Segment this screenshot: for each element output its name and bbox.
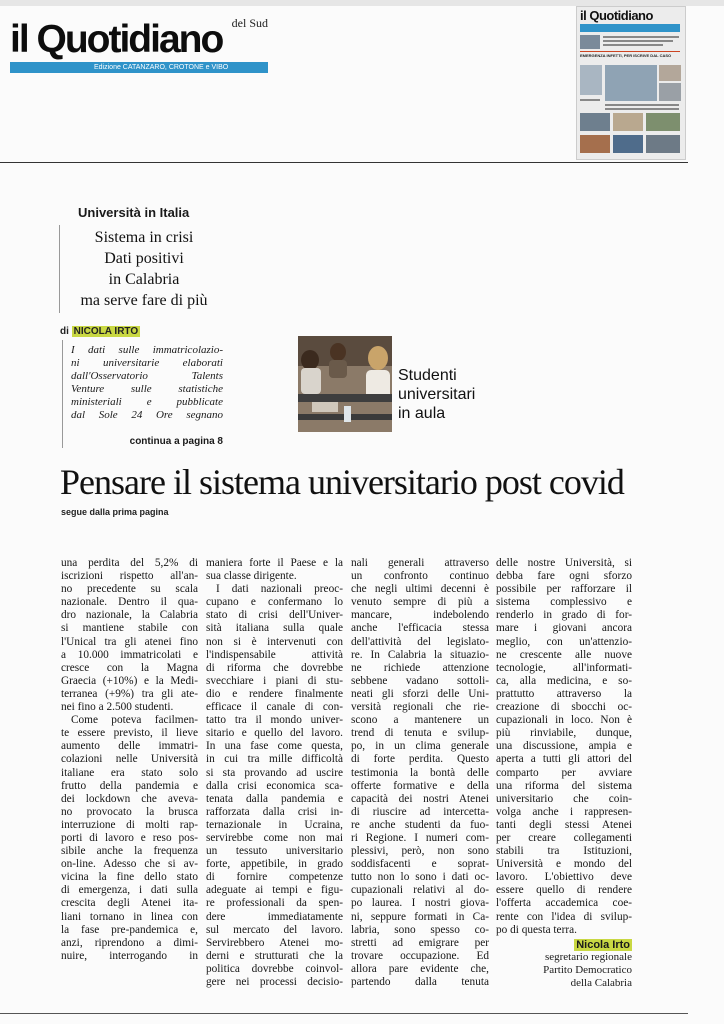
article-line: re. In Calabria la situazio- — [351, 648, 489, 661]
summary-line: ministeriali e pubblicate — [71, 396, 223, 408]
signature-role: Partito Democratico — [543, 963, 632, 976]
thumbnail-logo: il Quotidiano — [580, 8, 653, 23]
continue-link[interactable]: continua a pagina 8 — [129, 436, 223, 447]
summary-line: dall'Osservatorio Talents — [71, 370, 223, 382]
article-line: un confronto continuo — [351, 570, 489, 583]
main-title: Pensare il sistema universitario post covid — [60, 462, 624, 502]
masthead-subtitle: del Sud — [231, 16, 268, 30]
caption-line: universitari — [398, 386, 476, 403]
article-line: ni, seppure formati in Ca- — [351, 910, 489, 923]
summary-line: ni universitarie elaborati — [71, 357, 223, 369]
article-line: mancare, indebolendo — [351, 609, 489, 622]
article-line: meglio, con un'attenzio- — [496, 635, 632, 648]
article-line: possibile per rafforzare il — [496, 583, 632, 596]
article-line: neati gli sforzi delle Uni- — [351, 687, 489, 700]
article-line: maniera forte il Paese e la — [206, 557, 343, 569]
article-line: l'offerta accademica coe- — [496, 897, 632, 910]
front-page-thumbnail — [576, 6, 686, 160]
article-line: Graecia (+10%) e la Medi- — [61, 674, 198, 687]
article-line: sibile anche la frequenza — [61, 845, 198, 858]
article-line: Servirebbero Atenei mo- — [206, 936, 343, 949]
article-line: In una fase come questa, — [206, 740, 343, 753]
article-line: di fornire competenze — [206, 871, 343, 884]
kicker: Università in Italia — [78, 205, 190, 220]
article-line: stretti ad emigrare per — [351, 936, 489, 949]
article-line: iscrizioni rispetto all'an- — [61, 570, 198, 583]
caption-line: Studenti — [398, 367, 457, 384]
article-line: si sta provando ad uscire — [206, 766, 343, 779]
article-line: sul mercato del lavoro. — [206, 923, 343, 936]
article-line: liani tornano in linea con — [61, 910, 198, 923]
article-line: dro nazionale, la Calabria — [61, 609, 198, 622]
article-line: renderlo in grado di for- — [496, 609, 632, 622]
article-line: rente con l'idea di svilup- — [496, 910, 632, 923]
article-line: sistema complessivo e — [496, 596, 632, 609]
summary-line: dal Sole 24 Ore segnano — [71, 409, 223, 421]
article-line: universitario che coin- — [496, 792, 632, 805]
article-line: comparto per avviare — [496, 766, 632, 779]
article-line: scono a mantenere un — [351, 714, 489, 727]
article-line: ne crescente alle nuove — [496, 648, 632, 661]
article-line: porti di lavoro e reso pos- — [61, 831, 198, 844]
article-line: la fase pre-pandemica e, — [61, 923, 198, 936]
article-line: trovare occupazione. Ed — [351, 949, 489, 962]
article-line: aperta a tutti gli attori del — [496, 753, 632, 766]
article-line: ri Regione. I numeri com- — [351, 831, 489, 844]
article-line: delle nostre Università, si — [496, 557, 632, 569]
article-line: cresce con la Magna — [61, 661, 198, 674]
article-line: una discussione, ampia e — [496, 740, 632, 753]
article-line: cupazionali relativi al do- — [351, 884, 489, 897]
article-line: no precedente su scala — [61, 583, 198, 596]
article-line: sebbene vadano sottoli- — [351, 674, 489, 687]
article-line: di forte perdita. Questo — [351, 753, 489, 766]
article-line: po laurea. I nostri giova- — [351, 897, 489, 910]
article-line: lavoro. L'obiettivo deve — [496, 871, 632, 884]
article-line: anzi, riprendono a dimi- — [61, 936, 198, 949]
article-line: nuire, interrogando in — [61, 949, 198, 962]
photo-caption — [398, 366, 475, 423]
byline-prefix: di — [60, 326, 69, 337]
header-rule — [0, 162, 688, 163]
article-line: di emergenza, i dati sulla — [61, 884, 198, 897]
article-line: tanti degli stessi Atenei — [496, 818, 632, 831]
article-line: anche l'efficacia stessa — [351, 622, 489, 635]
article-line: a 10.000 immatricolati e — [61, 648, 198, 661]
article-line: tatto tra il mondo univer- — [206, 714, 343, 727]
classroom-photo — [298, 336, 392, 432]
article-line: mare i giovani ancora — [496, 622, 632, 635]
masthead-logo — [10, 16, 272, 78]
article-column-1 — [61, 557, 198, 963]
article-line: no provocato la brusca — [61, 805, 198, 818]
article-line: cupazionali in loco. Non è — [496, 714, 632, 727]
article-line: ne richiede attenzione — [351, 661, 489, 674]
article-line: sua classe dirigente. — [206, 570, 297, 583]
article-line: che negli ultimi decenni è — [351, 583, 489, 596]
article-line: rafforzata dalla crisi in- — [206, 805, 343, 818]
article-line: l'indispensabile attività — [206, 648, 343, 661]
article-line: Università e mondo del — [496, 858, 632, 871]
article-line: di riuscire ad intercetta- — [351, 805, 489, 818]
article-line: dell'attività del legislato- — [351, 635, 489, 648]
article-line: un tessuto universitario — [206, 845, 343, 858]
article-line: I dati nazionali preoc- — [216, 583, 343, 596]
byline — [60, 326, 140, 337]
article-line: prattutto attraverso la — [496, 687, 632, 700]
article-line: essere quello di rendere — [496, 884, 632, 897]
article-line: partendo dalla tenuta — [351, 976, 489, 988]
article-line: non si è intervenuti con — [206, 635, 343, 648]
article-column-2 — [206, 557, 343, 989]
masthead-title: il Quotidiano — [10, 18, 223, 61]
article-line: plessivi, però, non sono — [351, 845, 489, 858]
article-line: debba fare ogni sforzo — [496, 570, 632, 583]
article-line: tutto non lo sono i dati oc- — [351, 871, 489, 884]
article-line: efficace il canale di con- — [206, 701, 343, 714]
footer-rule — [0, 1013, 688, 1014]
article-line: servirebbe come non mai — [206, 831, 343, 844]
article-line: di riforma che dovrebbe — [206, 661, 343, 674]
article-line: stato di crisi dell'Univer- — [206, 609, 343, 622]
article-line: vicina la fine dello stato — [61, 871, 198, 884]
article-line: una riforma del sistema — [496, 779, 632, 792]
article-line: capacità dei nostri Atenei — [351, 792, 489, 805]
article-line: gere nei processi decisio- — [206, 976, 343, 988]
signature-role: della Calabria — [570, 976, 632, 989]
signature-role: segretario regionale — [544, 950, 632, 963]
article-line: te essere previsto, il lieve — [61, 727, 198, 740]
headline-line: in Calabria — [108, 271, 180, 288]
article-line: ca, alla medicina, e so- — [496, 674, 632, 687]
article-line: stabili tra Istituzioni, — [496, 845, 632, 858]
article-line: creazione di sbocchi oc- — [496, 701, 632, 714]
article-line: nazionale. Dentro il qua- — [61, 596, 198, 609]
article-line: per creare collegamenti — [496, 831, 632, 844]
article-line: terranea (+9%) tra gli ate- — [61, 687, 198, 700]
article-column-3 — [351, 557, 489, 989]
article-line: adeguate ai tempi e figu- — [206, 884, 343, 897]
article-line: crescita degli Atenei ita- — [61, 897, 198, 910]
headline-line: Sistema in crisi — [94, 229, 194, 246]
article-line: derni e strutturati che la — [206, 949, 343, 962]
article-line: testimonia la bontà delle — [351, 766, 489, 779]
article-line: Come poteva facilmen- — [71, 714, 198, 727]
article-line: dei lockdown che aveva- — [61, 792, 198, 805]
article-line: sità italiana sulla quale — [206, 622, 343, 635]
article-line: volga anche i rappresen- — [496, 805, 632, 818]
article-line: dere immediatamente — [206, 910, 343, 923]
article-line: si mantiene stabile con — [61, 622, 198, 635]
article-line: nei fino a 2.500 studenti. — [61, 701, 174, 714]
article-line: frutto della pandemia e — [61, 779, 198, 792]
article-line: svecchiare i piani di stu- — [206, 674, 343, 687]
article-line: dalla crisi economica sca- — [206, 779, 343, 792]
article-line: offerte formative e della — [351, 779, 489, 792]
article-line: on-line. Adesso che si av- — [61, 858, 198, 871]
article-line: versità regionali che rie- — [351, 701, 489, 714]
article-line: tecnologie, all'informati- — [496, 661, 632, 674]
article-line: tenata dalla pandemia e — [206, 792, 343, 805]
article-line: cupano e confermano lo — [206, 596, 343, 609]
segue-label: segue dalla prima pagina — [61, 507, 169, 517]
thumbnail-headline: EMERGENZA INFETTI, PER ISCRIVE DAL CASO — [580, 53, 672, 58]
signature-name: Nicola Irto — [576, 938, 630, 951]
caption-line: in aula — [398, 405, 446, 422]
headline-line: ma serve fare di più — [80, 292, 208, 309]
article-line: italiane era stato solo — [61, 766, 198, 779]
article-line: venuto sempre di più a — [351, 596, 489, 609]
article-line: l'Unical tra gli atenei fino — [61, 635, 198, 648]
article-line: in cui tra mille difficoltà — [206, 753, 343, 766]
summary-line: Venture sulle statistiche — [71, 383, 223, 395]
headline-line: Dati positivi — [104, 250, 184, 267]
article-line: re anche studenti da fuo- — [351, 818, 489, 831]
article-line: più rinviabile, dunque, — [496, 727, 632, 740]
article-line: re professionali da spen- — [206, 897, 343, 910]
article-line: soddisfacenti e soprat- — [351, 858, 489, 871]
article-line: forte, appetibile, in grado — [206, 858, 343, 871]
article-line: una perdita del 5,2% di — [61, 557, 198, 569]
article-line: dio e rendere finalmente — [206, 687, 343, 700]
article-line: politica dovrebbe coinvol- — [206, 962, 343, 975]
article-column-4 — [496, 557, 632, 990]
article-line: po di questa terra. — [496, 923, 577, 936]
article-line: allora pare evidente che, — [351, 962, 489, 975]
byline-name: NICOLA IRTO — [73, 326, 139, 337]
article-line: aumento delle immatri- — [61, 740, 198, 753]
article-line: labria, sono spesso co- — [351, 923, 489, 936]
classroom-photo-image — [298, 336, 392, 432]
article-line: sitario e quello del lavoro. — [206, 727, 343, 740]
masthead-edition: Edizione CATANZARO, CROTONE e VIBO — [94, 64, 229, 71]
summary-line: I dati sulle immatricolazio- — [71, 344, 223, 356]
article-line: ternazionale in Ucraina, — [206, 818, 343, 831]
article-line: colazioni nelle Università — [61, 753, 198, 766]
headline-box — [59, 225, 222, 313]
article-line: interruzione di molti rap- — [61, 818, 198, 831]
summary-box — [62, 340, 223, 448]
article-line: trend di tenuta e svilup- — [351, 727, 489, 740]
article-line: po, in un clima generale — [351, 740, 489, 753]
article-line: nali generali attraverso — [351, 557, 489, 569]
